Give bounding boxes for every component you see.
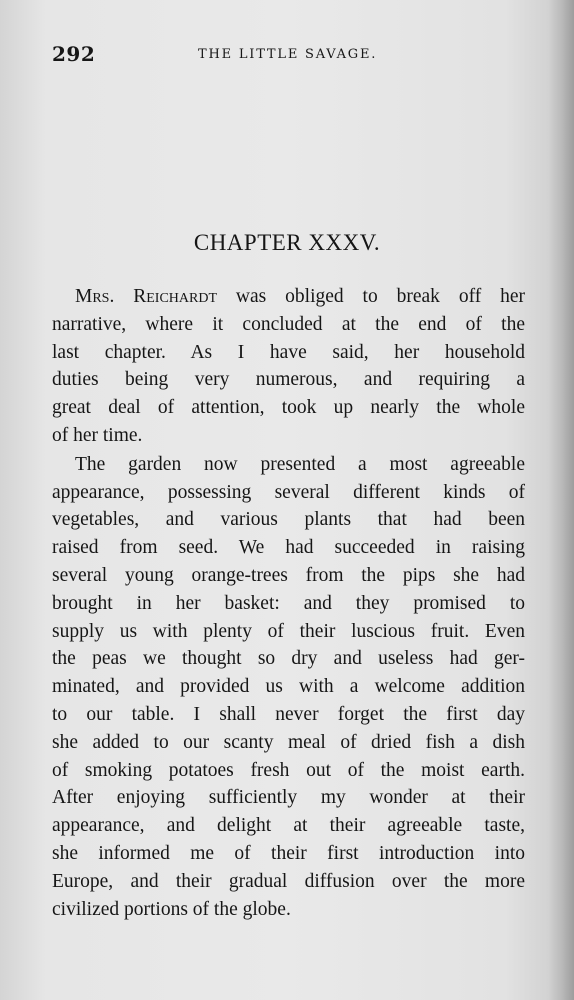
paragraph-1-line-4: duties being very numerous, and requiring a — [52, 369, 525, 391]
paragraph-2-line-2: appearance, possessing several different kinds of — [52, 481, 525, 503]
paragraph-2-line-1: The garden now presented a most agreeable — [75, 453, 525, 475]
running-head — [52, 42, 525, 72]
paragraph-2-line-15: she informed me of their first introduction into — [52, 842, 525, 864]
paragraph-2-line-5: several young orange-trees from the pips she had — [52, 564, 525, 586]
page-number: 292 — [52, 42, 96, 66]
paragraph-1-line-3: last chapter. As I have said, her household — [52, 341, 525, 363]
paragraph-1-line-2: narrative, where it concluded at the end of the — [52, 313, 525, 335]
paragraph-2-line-3: vegetables, and various plants that had been — [52, 509, 525, 531]
paragraph-1-line-1: Mrs. Reichardt was obliged to break off her — [75, 286, 525, 307]
paragraph-2-line-10: to our table. I shall never forget the first day — [52, 703, 525, 725]
paragraph-2-line-4: raised from seed. We had succeeded in raising — [52, 537, 525, 559]
paragraph-2-line-13: After enjoying sufficiently my wonder at their — [52, 787, 525, 809]
paragraph-2-line-8: the peas we thought so dry and useless had ger- — [52, 648, 525, 670]
paragraph-2-line-16: Europe, and their gradual diffusion over the more — [52, 870, 525, 892]
character-name: Mrs. Reichardt — [75, 286, 218, 307]
paragraph-2-line-11: she added to our scanty meal of dried fish a dish — [52, 731, 525, 753]
chapter-text — [52, 283, 525, 923]
running-title: THE LITTLE SAVAGE. — [198, 47, 378, 62]
paragraph-2-line-6: brought in her basket: and they promised to — [52, 592, 525, 614]
paragraph-2-line-7: supply us with plenty of their luscious fruit. Even — [52, 620, 525, 642]
paragraph-1-line-6: of her time. — [52, 424, 143, 446]
paragraph-2-line-14: appearance, and delight at their agreeable taste, — [52, 815, 525, 837]
paragraph-1-line-5: great deal of attention, took up nearly the whole — [52, 397, 525, 419]
paragraph-2-line-17: civilized portions of the globe. — [52, 898, 291, 920]
paragraph-2-line-9: minated, and provided us with a welcome addition — [52, 676, 525, 698]
paragraph-2-line-12: of smoking potatoes fresh out of the moist earth. — [52, 759, 525, 781]
chapter-title: CHAPTER XXXV. — [193, 230, 381, 255]
page-gutter-shadow — [548, 0, 574, 1000]
